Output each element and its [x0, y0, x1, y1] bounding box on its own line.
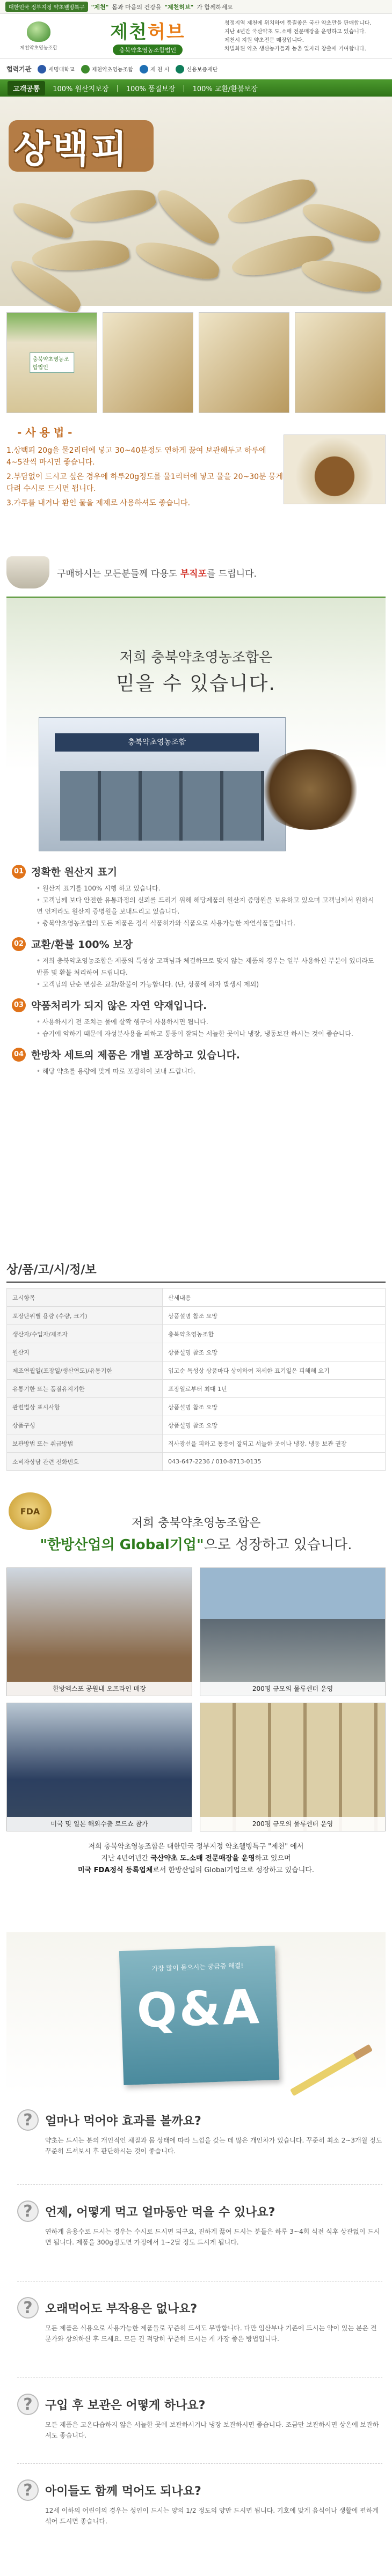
usage-section: [0, 419, 392, 554]
point-number: 01: [12, 865, 26, 879]
global-headline: "한방산업의 Global기업"으로 성장하고 있습니다.: [40, 1537, 352, 1553]
qna-card-subtitle: 가장 많이 물으시는 궁금증 해결!: [151, 1962, 244, 1973]
bag-label: 충북약초영농조합법인: [30, 352, 75, 373]
point-number: 02: [12, 937, 26, 951]
point-title: 정확한 원산지 표기: [31, 866, 118, 878]
brand-logo[interactable]: [71, 17, 224, 55]
org-logo: [6, 17, 71, 55]
brand-row: [0, 14, 392, 59]
question-text: 언제, 어떻게 먹고 얼마동안 먹을 수 있나요?: [45, 2205, 275, 2219]
trust-point: 03 약품처리가 되지 않은 자연 약재입니다. • 사용하시기 전 조치는 물에 살짝 헹구어 사용하시면 됩니다. • 습기에 약하기 때문에 자성분사용을 피하고 통풍이 잘되는 서늘한 곳이나 냉장, 냉동보관 하시는 것이 좋습니다.: [12, 998, 380, 1040]
trust-point: 04 한방차 세트의 제품은 개별 포장하고 있습니다. • 해당 약초를 용량에 맞게 따로 포장하여 보내 드립니다.: [12, 1047, 380, 1078]
leaf-icon: [81, 65, 90, 73]
store-sign: 충북약초영농조합: [55, 733, 259, 752]
question-icon: ?: [17, 2394, 39, 2415]
notice-strip: [0, 0, 392, 14]
trust-headline: 믿을 수 있습니다.: [116, 673, 276, 695]
notice-tail: 가 함께하세요: [197, 3, 233, 11]
herb-thumb-1[interactable]: [103, 312, 193, 413]
table-row: 유통기한 또는 품질유지기한 포장일로부터 최대 1년: [7, 1380, 386, 1398]
notice-brand: "제천": [91, 3, 109, 11]
info-title: 상/품/고/시/정/보: [6, 1261, 386, 1283]
hero-banner: [0, 97, 392, 306]
trust-point: 01 정확한 원산지 표기 • 원산지 표기를 100% 시행 하고 있습니다. • 고객님께 보다 안전한 유통과정의 신뢰를 드리기 위해 해당제품의 원산지 증명원을 보유하고 있으며 고객님께서 원하시면 언제라도 원산지 증명원을 보내드리고 있습니다. • 충북약초영농조합의 모든 제품은 정식 식품허가와 식품으로 사용가능한 자연식품들입니다.: [12, 864, 380, 929]
divider: [17, 2463, 382, 2464]
brand-subtitle: 충북약초영농조합법인: [113, 45, 183, 55]
photo-warehouse: 200평 규모의 물류센터 운영: [200, 1567, 386, 1696]
trust-title: 저희 충북약초영농조합은: [119, 650, 273, 666]
qna-section: [6, 1932, 386, 2576]
credit-icon: [176, 65, 184, 73]
photo-grid: [6, 1567, 386, 1831]
brand-points: [224, 17, 386, 55]
qna-card: [119, 1946, 280, 2085]
global-section: [6, 1492, 386, 1932]
qna-item[interactable]: [17, 2479, 382, 2527]
table-row: 관련법상 표시사항 상품설명 참조 요망: [7, 1398, 386, 1416]
quality-item: 100% 품질보장: [126, 85, 176, 93]
brand-point: 지난 4년간 국산약초 도.소매 전문매장을 운영하고 있습니다.: [224, 29, 366, 35]
question-icon: ?: [17, 2297, 39, 2319]
qna-card-title: Q&A: [136, 1978, 263, 2039]
product-thumbnails: [0, 306, 392, 419]
notice-tag: 대한민국 정부지정 약초웰빙특구: [5, 2, 88, 12]
quality-item: 100% 교환/환불보장: [192, 85, 258, 93]
university-icon: [38, 65, 46, 73]
photo-roadshow: 미국 및 일본 해외수출 로드쇼 참가: [6, 1703, 192, 1831]
herb-thumb-2[interactable]: [199, 312, 289, 413]
point-title: 약품처리가 되지 않은 자연 약재입니다.: [31, 1000, 207, 1012]
point-number: 04: [12, 1048, 26, 1062]
brand-point: 차별화된 약초 생산농가들과 농촌 일자리 창출에 기여합니다.: [224, 46, 366, 52]
global-description: 저희 충북약초영농조합은 대한민국 정부지정 약초웰빙특구 "제천" 에서 지난 4년여년간 국산약초 도.소매 전문매장을 운영하고 있으며 미국 FDA정식 등록업체로서 한방산업의 Global기업으로 성장하고 있습니다.: [78, 1843, 314, 1875]
point-title: 한방차 세트의 제품은 개별 포장하고 있습니다.: [31, 1049, 241, 1062]
answer-text: 연하게 음용수로 드시는 경우는 수시로 드시면 되구요, 진하게 끓여 드시는 분들은 하루 3~4회 식전 식후 상관없이 드시면 됩니다. 제품을 300g정도면 가정에서 1~2달 정도 드시게 됩니다.: [45, 2228, 380, 2247]
leaf-shield-icon: [27, 21, 50, 42]
table-row: 소비자상담 관련 전화번호 043-647-2236 / 010-8713-0135: [7, 1453, 386, 1471]
brand-point: 제천시 지원 약초전문 매장입니다.: [224, 38, 304, 43]
separator: |: [183, 84, 185, 92]
brand-name: [110, 17, 185, 43]
photo-logistics: 200평 규모의 물류센터 운영: [200, 1703, 386, 1831]
brand-name-1: 제천: [110, 21, 148, 43]
table-row: 제조연월일(포장일/생산연도)/유통기한 입고순 특성상 상품마다 상이하여 저세한 표기일은 피해해 요기: [7, 1361, 386, 1380]
brand-point: 청정지역 제천에 위치하여 품질좋은 국산 약초만을 판매합니다.: [224, 20, 372, 26]
partner-farm: 제천약초영농조합: [81, 65, 133, 73]
usage-step: 2.부담없이 드시고 싶은 경우에 하루20g정도를 물1리터에 넣고 물을 20~30분 뭉게 다려 수시로 드시면 됩니다.: [6, 472, 284, 494]
partner-row: [0, 59, 392, 79]
partner-city: 제 천 시: [140, 65, 169, 73]
quality-item: 100% 원산지보장: [53, 85, 109, 93]
answer-text: 모든 제품은 식용으로 사용가능한 제품들로 꾸준히 드셔도 무방합니다. 다만 임산부나 기존에 드시는 약이 있는 분은 전문가와 상의하신 후 드세요. 모든 건 적당히 꾸준히 드시는 게 가장 좋은 방법입니다.: [45, 2324, 377, 2343]
question-text: 얼마나 먹어야 효과를 볼까요?: [45, 2114, 201, 2128]
table-row: 생산자/수입자/제조자 충북약초영농조합: [7, 1325, 386, 1343]
herb-chips-image: [0, 188, 392, 306]
quality-title: 고객공통: [8, 81, 45, 95]
notice-text: 몸과 마음의 건강을: [112, 3, 162, 11]
answer-text: 모든 제품은 고온다습하지 않은 서늘한 곳에 보관하시거나 냉장 보관하시면 좋습니다. 조금만 보관하시면 상온에 보관하셔도 좋습니다.: [45, 2421, 379, 2440]
global-title: 저희 충북약초영농조합은: [131, 1517, 261, 1530]
qna-item[interactable]: [17, 2200, 382, 2248]
table-row: 원산지 상품설명 참조 요망: [7, 1343, 386, 1361]
question-text: 아이들도 함께 먹어도 되나요?: [45, 2484, 201, 2498]
org-label: 제천약초영농조합: [20, 46, 57, 51]
question-icon: ?: [17, 2109, 39, 2131]
question-icon: ?: [17, 2479, 39, 2501]
qna-item[interactable]: [17, 2109, 382, 2157]
question-icon: ?: [17, 2200, 39, 2222]
notice-brand-2: "제천허브": [164, 3, 194, 11]
photo-store: 한방엑스포 공원내 오프라인 매장: [6, 1567, 192, 1696]
usage-text: [6, 424, 284, 554]
usage-step: 1.상백피 20g을 물2리터에 넣고 30~40분정도 연하게 끓여 보관해두고 하루에 4~5잔씩 마시면 좋습니다.: [6, 446, 266, 467]
usage-heading: - 사 용 법 -: [17, 426, 72, 439]
answer-text: 약초는 드시는 분의 개인적인 체질과 몸 상태에 따라 느낌을 갖는 데 많은 개인차가 있습니다. 꾸준히 최소 2~3개월 정도 꾸준히 드셔보시 후 판단하시는 것이 좋습니다.: [45, 2137, 382, 2155]
qna-item[interactable]: [17, 2394, 382, 2441]
herb-pile-image: [257, 749, 364, 830]
partner-credit: 신용보증재단: [176, 65, 217, 73]
gift-text: 구매하시는 모든분들께 다용도 부직포를 드립니다.: [57, 568, 257, 579]
pot-image: [6, 556, 49, 588]
trust-section: [6, 597, 386, 1246]
question-text: 구입 후 보관은 어떻게 하나요?: [45, 2398, 206, 2412]
table-row: 고시항목 산세내용: [7, 1289, 386, 1307]
separator: |: [116, 84, 119, 92]
gift-row: [0, 554, 392, 591]
trust-point: 02 교환/환불 100% 보장 • 저희 충북약초영농조합은 제품의 특성상 고객님과 체결하므로 맞지 않는 제품의 경우는 일부 사용하신 부분이 있더라도 반품 및 환불 처리하여 드립니다. • 고객님의 단순 변심은 교환/환불이 가능합니다. (단, 상품에 하자 발생시 제외): [12, 937, 380, 990]
store-photo: [6, 712, 386, 857]
table-row: 포장단위별 용량 (수량, 크기) 상품설명 참조 요망: [7, 1307, 386, 1325]
product-bag-image[interactable]: [6, 312, 97, 413]
quality-bar: [0, 79, 392, 97]
fda-badge: FDA: [9, 1492, 52, 1530]
herb-thumb-3[interactable]: [295, 312, 386, 413]
table-row: 보관방법 또는 취급방법 직사광선을 피하고 통풍이 잘되고 서늘한 곳이나 냉장, 냉동 보관 권장: [7, 1434, 386, 1453]
partner-semyung: 세명대학교: [38, 65, 74, 73]
product-info-table: [6, 1288, 386, 1471]
usage-step: 3.가루를 내거나 환인 물을 제제로 사용하셔도 좋습니다.: [6, 498, 191, 507]
pencil-icon: [290, 2044, 373, 2096]
product-title: 상백피: [14, 127, 129, 171]
divider: [17, 2184, 382, 2185]
answer-text: 12세 이하의 어린이의 경우는 성인이 드시는 양의 1/2 정도의 양만 드시면 됩니다. 기호에 맞게 음식이나 생활에 편하게 섞어 드시면 좋습니다.: [45, 2507, 379, 2526]
question-text: 오래먹어도 부작용은 없나요?: [45, 2302, 198, 2316]
city-emblem-icon: [140, 65, 148, 73]
table-row: 상품구성 상품설명 참조 요망: [7, 1416, 386, 1434]
point-number: 03: [12, 998, 26, 1012]
brand-name-2: 허브: [148, 21, 185, 43]
tea-cup-image: [284, 435, 386, 504]
point-title: 교환/환불 100% 보장: [31, 939, 133, 951]
qna-item[interactable]: [17, 2297, 382, 2345]
partners-label: 협력기관: [6, 65, 32, 73]
